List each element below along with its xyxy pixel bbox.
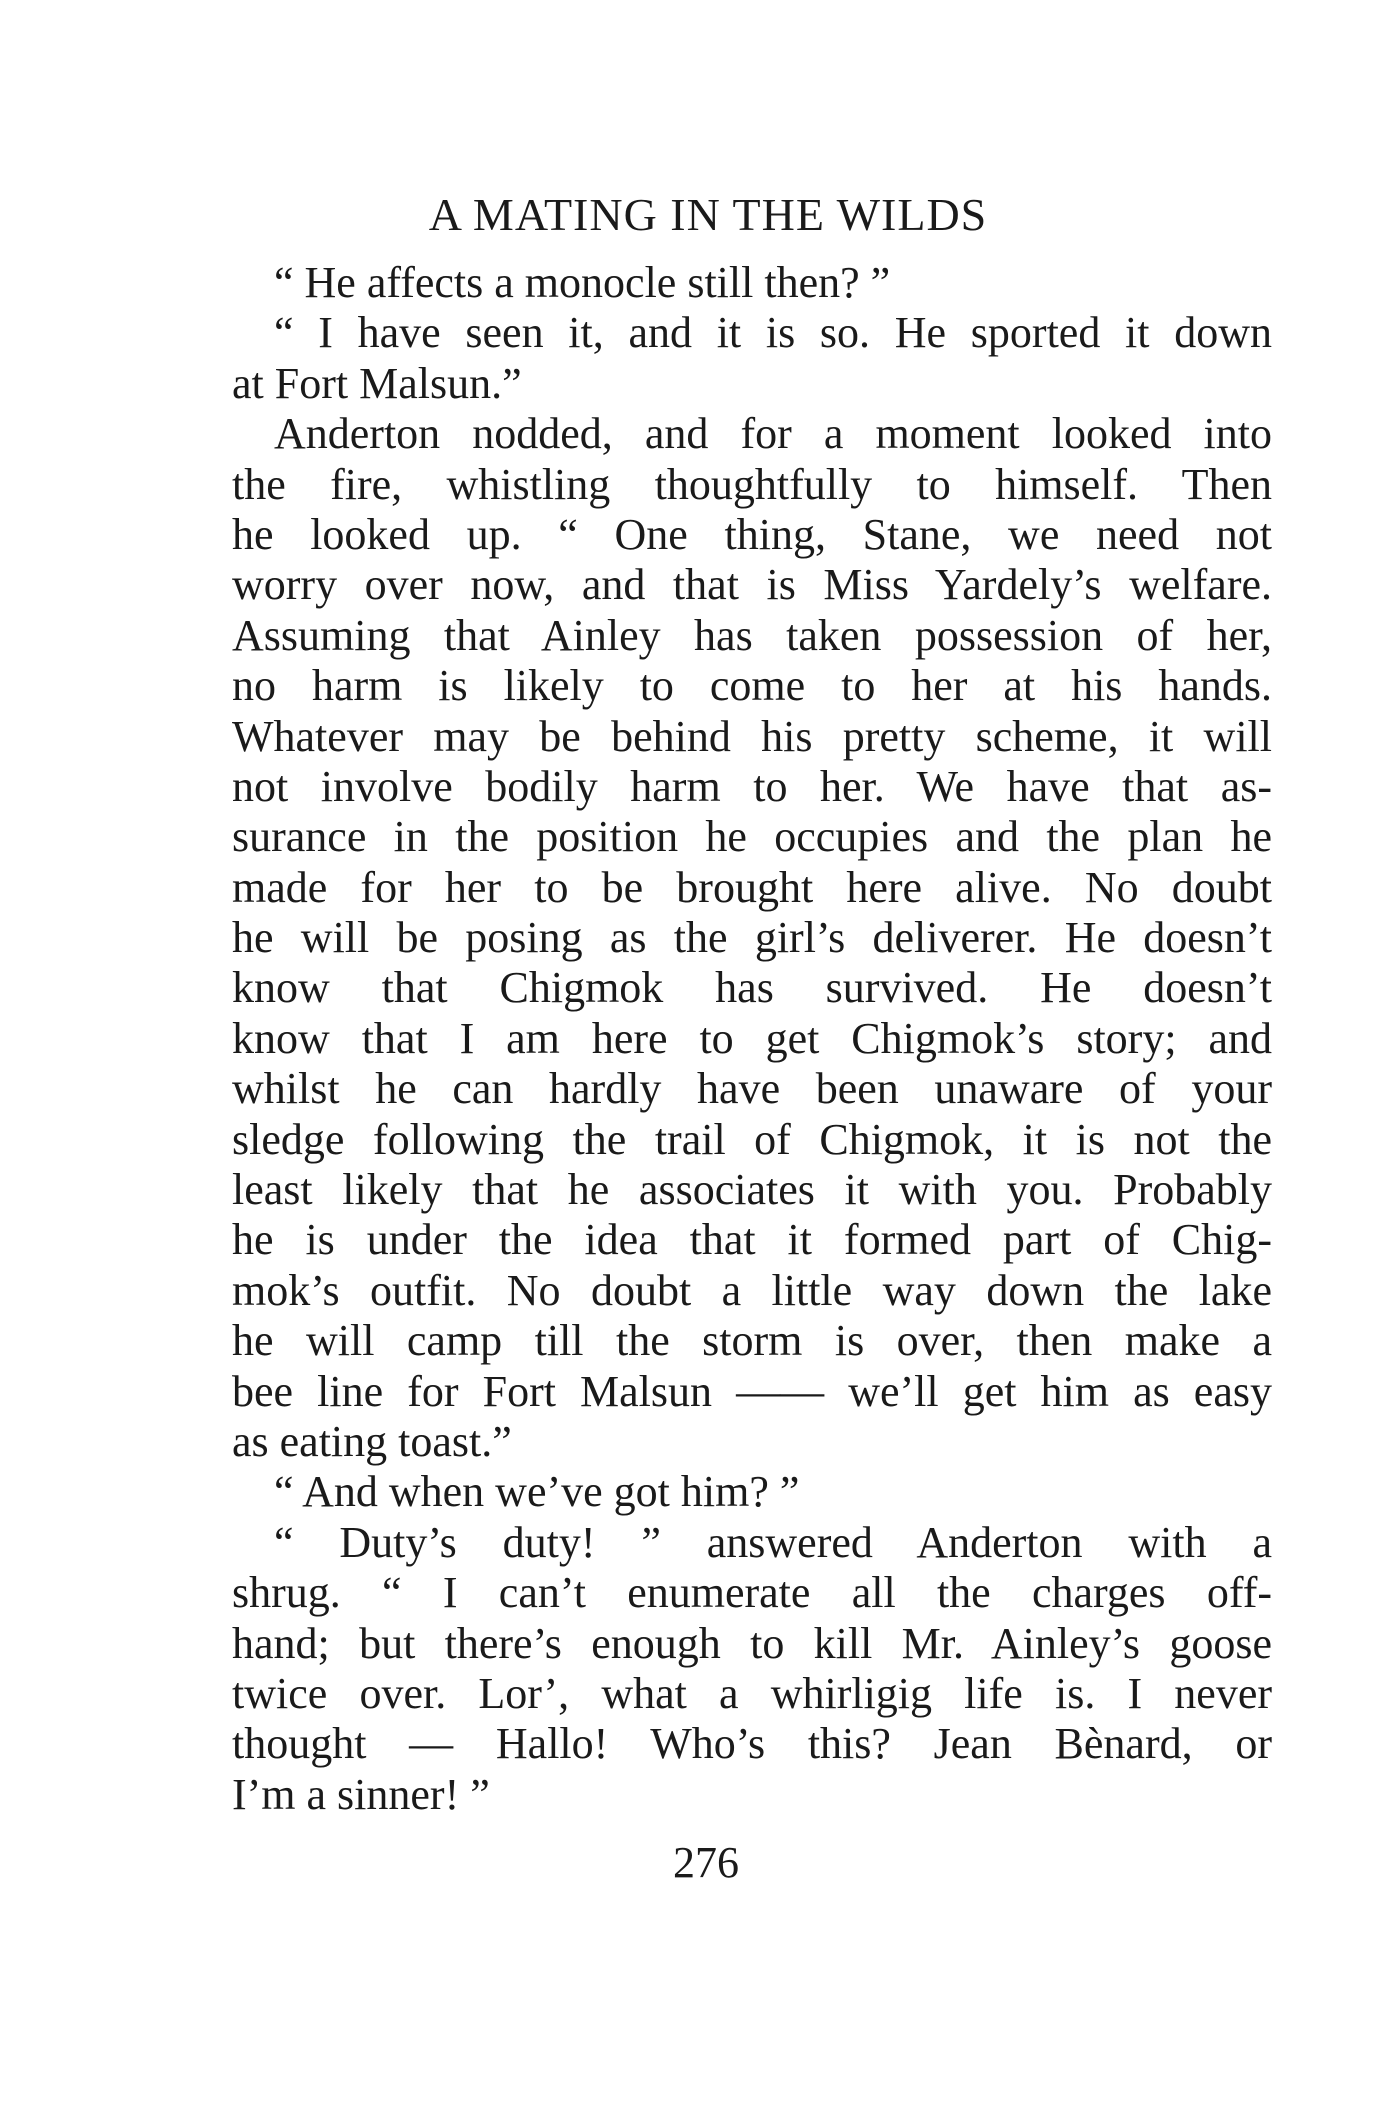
text-line: I’m a sinner! ” — [232, 1769, 490, 1819]
text-line: he will camp till the storm is over, then make a — [232, 1316, 1272, 1366]
text-line: made for her to be brought here alive. No doubt — [232, 862, 1272, 912]
text-line: least likely that he associates it with you. Probably — [232, 1165, 1272, 1215]
text-line: he is under the idea that it formed part of Chig- — [232, 1215, 1272, 1265]
text-line: no harm is likely to come to her at his hands. — [232, 661, 1272, 711]
running-head: A MATING IN THE WILDS — [428, 189, 988, 240]
text-line: the fire, whistling thoughtfully to himself. Then — [232, 459, 1272, 509]
text-line: “ He affects a monocle still then? ” — [274, 258, 891, 307]
text-line: thought — Hallo! Who’s this? Jean Bènard, or — [232, 1719, 1272, 1769]
text-line: Assuming that Ainley has taken possession of her, — [232, 610, 1272, 660]
text-line: “ I have seen it, and it is so. He sported it down — [274, 308, 1272, 358]
text-line: bee line for Fort Malsun —— we’ll get him as easy — [232, 1366, 1272, 1416]
text-line: “ And when we’ve got him? ” — [274, 1467, 800, 1517]
text-line: sledge following the trail of Chigmok, it is not the — [232, 1114, 1272, 1164]
text-line: not involve bodily harm to her. We have that as- — [232, 761, 1272, 811]
text-line: hand; but there’s enough to kill Mr. Ainley’s goose — [232, 1618, 1272, 1668]
text-line: Whatever may be behind his pretty scheme, it will — [232, 711, 1272, 761]
text-line: he looked up. “ One thing, Stane, we need not — [232, 509, 1272, 559]
text-line: worry over now, and that is Miss Yardely’s welfare. — [232, 560, 1272, 610]
text-line: know that I am here to get Chigmok’s story; and — [232, 1013, 1272, 1063]
text-line: at Fort Malsun.” — [232, 358, 522, 408]
page-number: 276 — [673, 1838, 739, 1887]
text-line: know that Chigmok has survived. He doesn’t — [232, 963, 1272, 1013]
body-text — [232, 258, 1272, 1820]
text-line: Anderton nodded, and for a moment looked into — [274, 409, 1272, 459]
text-line: shrug. “ I can’t enumerate all the charges off- — [232, 1568, 1272, 1618]
text-line: as eating toast.” — [232, 1416, 512, 1466]
text-line: twice over. Lor’, what a whirligig life is. I never — [232, 1668, 1272, 1718]
text-line: “ Duty’s duty! ” answered Anderton with a — [274, 1517, 1272, 1567]
text-line: mok’s outfit. No doubt a little way down the lake — [232, 1265, 1272, 1315]
text-line: surance in the position he occupies and the plan he — [232, 812, 1272, 862]
text-line: whilst he can hardly have been unaware of your — [232, 1064, 1272, 1114]
text-line: he will be posing as the girl’s deliverer. He doesn’t — [232, 913, 1272, 963]
